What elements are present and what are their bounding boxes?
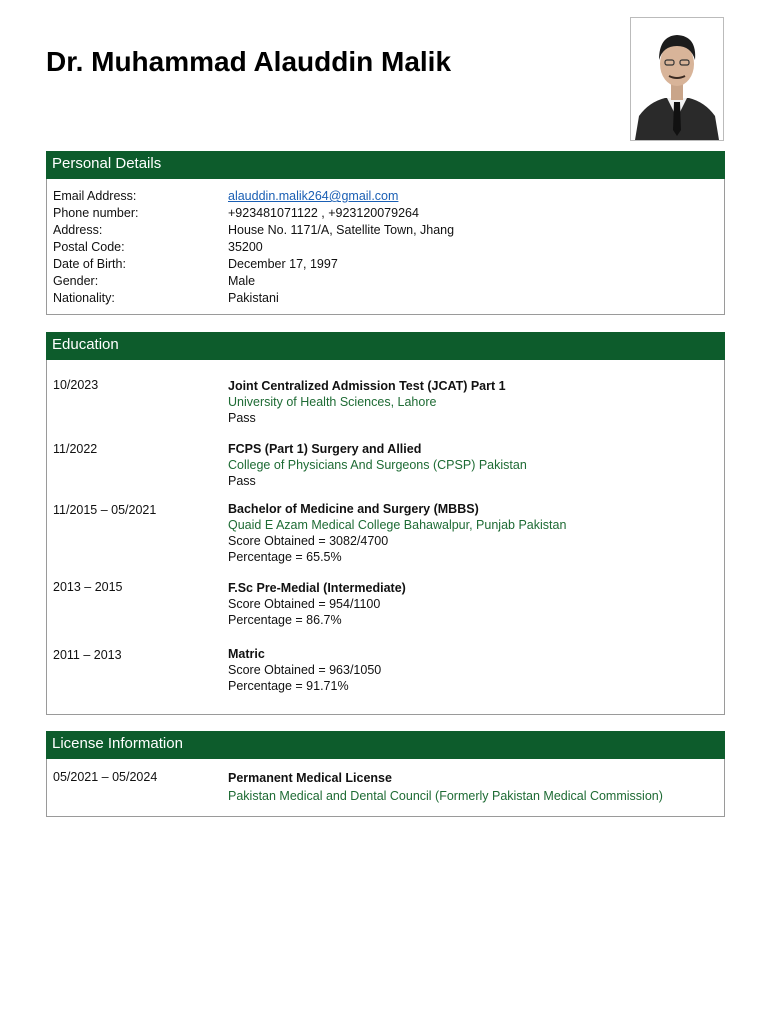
nationality-label: Nationality: [53,291,115,305]
address-label: Address: [53,223,103,237]
gender-value: Male [228,274,256,288]
postal-code-label: Postal Code: [53,240,125,254]
phone-label: Phone number: [53,206,139,220]
profile-photo [630,17,724,141]
education-detail: Score Obtained = 3082/4700 [228,534,389,548]
gender-label: Gender: [53,274,99,288]
education-institution: College of Physicians And Surgeons (CPSP) Pakistan [228,458,527,472]
education-title: Matric [228,647,265,661]
education-entry [228,580,406,628]
education-detail: Percentage = 86.7% [228,613,342,627]
education-title: Joint Centralized Admission Test (JCAT) Part 1 [228,379,506,393]
education-detail: Pass [228,411,256,425]
personal-details-heading: Personal Details [46,151,725,179]
education-institution: Quaid E Azam Medical College Bahawalpur, Punjab Pakistan [228,518,567,532]
education-date: 10/2023 [53,378,99,392]
education-entry [228,441,527,489]
dob-value: December 17, 1997 [228,257,338,271]
resume-name: Dr. Muhammad Alauddin Malik [46,46,452,77]
education-detail: Score Obtained = 963/1050 [228,663,382,677]
education-date: 11/2022 [53,442,98,456]
education-title: F.Sc Pre-Medial (Intermediate) [228,581,406,595]
education-title: FCPS (Part 1) Surgery and Allied [228,442,422,456]
education-detail: Score Obtained = 954/1100 [228,597,381,611]
email-link[interactable]: alauddin.malik264@gmail.com [228,189,399,203]
address-value: House No. 1171/A, Satellite Town, Jhang [228,223,455,237]
nationality-value: Pakistani [228,291,279,305]
education-entry [228,501,566,565]
education-date: 2013 – 2015 [53,580,123,594]
postal-code-value: 35200 [228,240,263,254]
license-date: 05/2021 – 05/2024 [53,770,158,784]
license-entry [228,769,663,805]
education-entry [228,646,381,694]
education-date: 11/2015 – 05/2021 [53,503,157,517]
education-institution: University of Health Sciences, Lahore [228,395,437,409]
personal-details-section [46,151,725,315]
education-entry [228,378,506,426]
education-heading: Education [46,332,725,360]
dob-label: Date of Birth: [53,257,126,271]
education-detail: Percentage = 91.71% [228,679,349,693]
phone-value: +923481071122 , +923120079264 [228,206,419,220]
license-section [46,731,725,817]
license-heading: License Information [46,731,725,759]
education-detail: Pass [228,474,256,488]
education-detail: Percentage = 65.5% [228,550,342,564]
license-title: Permanent Medical License [228,771,392,785]
education-title: Bachelor of Medicine and Surgery (MBBS) [228,502,479,516]
education-section [46,332,725,715]
email-label: Email Address: [53,189,137,203]
license-institution: Pakistan Medical and Dental Council (Formerly Pakistan Medical Commission) [228,789,663,803]
education-date: 2011 – 2013 [53,648,122,662]
